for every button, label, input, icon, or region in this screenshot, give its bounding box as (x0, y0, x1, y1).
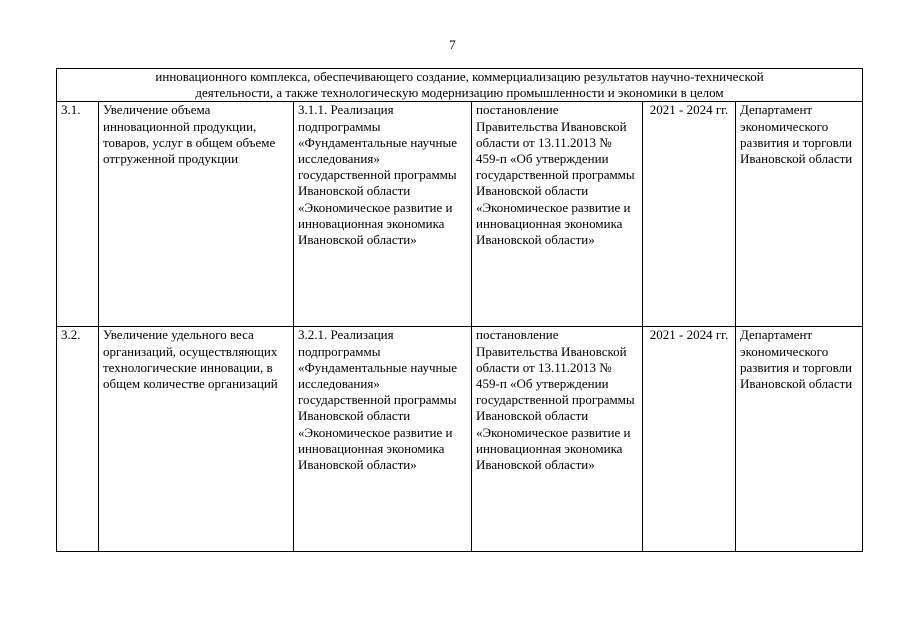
section-header (57, 69, 863, 102)
measure-cell: 3.2.1. Реализация подпрограммы «Фундаментальные научные исследования» государственной программы Ивановской области «Экономическое развитие и инновационная экономика Ивановской области» (294, 327, 472, 552)
responsible-cell: Департамент экономического развития и торговли Ивановской области (736, 327, 863, 552)
period-cell: 2021 - 2024 гг. (643, 102, 736, 327)
row-number: 3.2. (57, 327, 99, 552)
plan-table (56, 68, 863, 552)
section-header-row (57, 69, 863, 102)
document-cell: постановление Правительства Ивановской области от 13.11.2013 № 459-п «Об утверждении государственной программы Ивановской области «Экономическое развитие и инновационная экономика Ивановской области» (472, 327, 643, 552)
document-cell: постановление Правительства Ивановской области от 13.11.2013 № 459-п «Об утверждении государственной программы Ивановской области «Экономическое развитие и инновационная экономика Ивановской области» (472, 102, 643, 327)
indicator-cell: Увеличение удельного веса организаций, осуществляющих технологические инновации, в общем количестве организаций (99, 327, 294, 552)
table-row (57, 102, 863, 327)
responsible-cell: Департамент экономического развития и торговли Ивановской области (736, 102, 863, 327)
section-header-line-1: инновационного комплекса, обеспечивающего создание, коммерциализацию результатов научно-технической (155, 69, 764, 84)
row-number: 3.1. (57, 102, 99, 327)
period-cell: 2021 - 2024 гг. (643, 327, 736, 552)
page-number: 7 (449, 37, 456, 52)
indicator-cell: Увеличение объема инновационной продукции, товаров, услуг в общем объеме отгруженной продукции (99, 102, 294, 327)
section-header-line-2: деятельности, а также технологическую модернизацию промышленности и экономики в целом (195, 85, 724, 101)
measure-cell: 3.1.1. Реализация подпрограммы «Фундаментальные научные исследования» государственной программы Ивановской области «Экономическое развитие и инновационная экономика Ивановской области» (294, 102, 472, 327)
table-row (57, 327, 863, 552)
